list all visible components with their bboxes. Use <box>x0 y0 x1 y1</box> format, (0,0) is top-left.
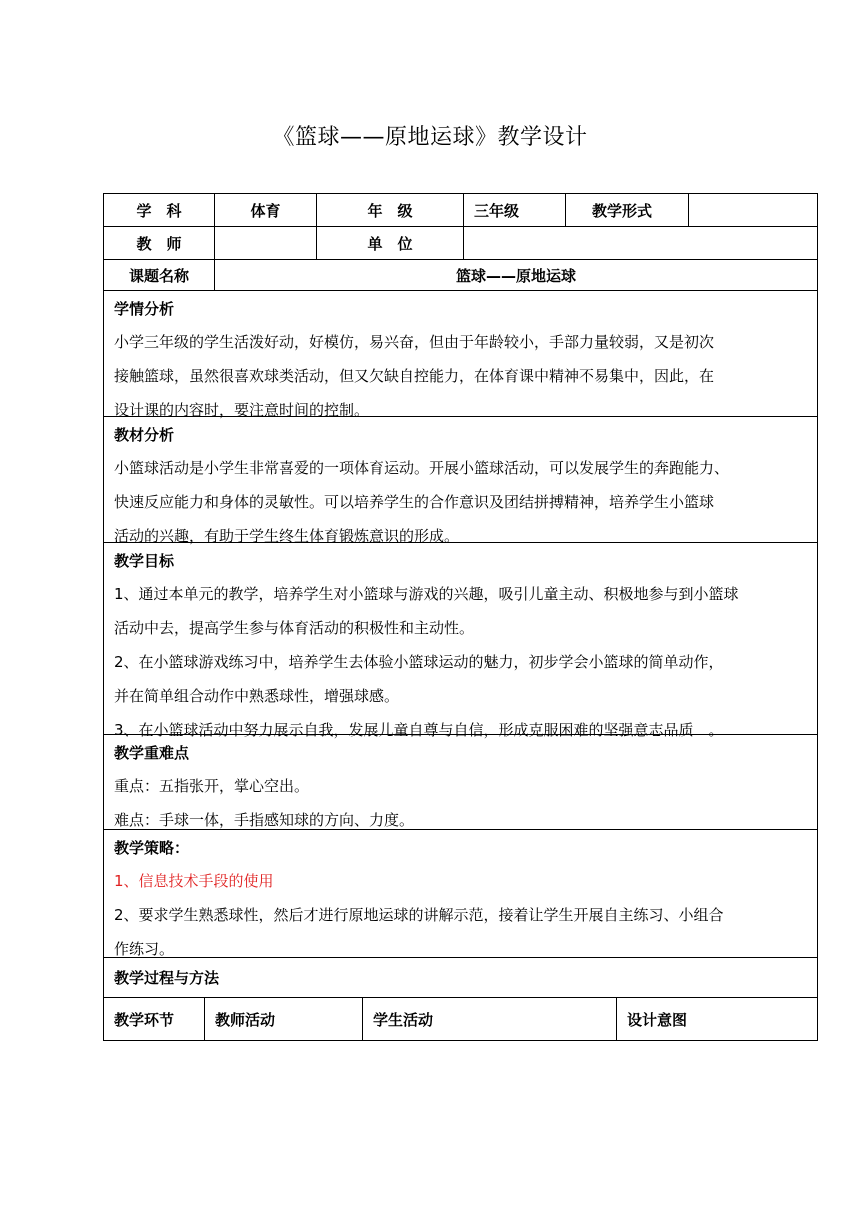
process-heading: 教学过程与方法 <box>114 969 220 987</box>
section-material-analysis <box>104 417 817 543</box>
section-heading: 学情分析 <box>114 300 175 318</box>
column-header-teacher-activity: 教师活动 <box>205 998 363 1040</box>
teaching-form-value <box>689 194 817 226</box>
section-heading: 教学目标 <box>114 552 175 570</box>
lesson-plan-table <box>103 193 818 1041</box>
grade-value: 三年级 <box>464 194 566 226</box>
document-title: 《篮球——原地运球》教学设计 <box>272 125 588 150</box>
subject-label: 学 科 <box>104 194 215 226</box>
teacher-value <box>215 227 317 259</box>
column-header-stage: 教学环节 <box>104 998 205 1040</box>
paragraph-line: 快速反应能力和身体的灵敏性。可以培养学生的合作意识及团结拼搏精神，培养学生小篮球 <box>114 493 715 511</box>
teacher-label: 教 师 <box>104 227 215 259</box>
paragraph-line: 作练习。 <box>114 940 175 958</box>
section-heading: 教学策略： <box>114 839 190 857</box>
info-row-subject <box>104 194 817 227</box>
paragraph-line: 3、在小篮球活动中努力展示自我，发展儿童自尊与自信，形成克服困难的坚强意志品质 。 <box>114 721 724 739</box>
unit-label: 单 位 <box>317 227 464 259</box>
teaching-form-label: 教学形式 <box>566 194 689 226</box>
section-process-heading <box>104 958 817 998</box>
section-student-analysis <box>104 291 817 417</box>
section-teaching-goals <box>104 543 817 739</box>
info-row-teacher <box>104 227 817 260</box>
section-key-points <box>104 735 817 830</box>
paragraph-line: 活动中去，提高学生参与体育活动的积极性和主动性。 <box>114 619 475 637</box>
process-column-header-row <box>104 998 817 1040</box>
column-header-student-activity: 学生活动 <box>363 998 617 1040</box>
paragraph-line: 2、在小篮球游戏练习中，培养学生去体验小篮球运动的魅力，初步学会小篮球的简单动作， <box>114 653 724 671</box>
grade-label: 年 级 <box>317 194 464 226</box>
topic-value: 篮球——原地运球 <box>455 266 576 285</box>
topic-label: 课题名称 <box>104 260 215 290</box>
paragraph-line: 小学三年级的学生活泼好动，好模仿，易兴奋，但由于年龄较小，手部力量较弱，又是初次 <box>114 333 715 351</box>
paragraph-line: 重点：五指张开，掌心空出。 <box>114 777 310 795</box>
paragraph-line: 并在简单组合动作中熟悉球性，增强球感。 <box>114 687 400 705</box>
column-header-design-intent: 设计意图 <box>627 1010 688 1029</box>
paragraph-line: 活动的兴趣，有助于学生终生体育锻炼意识的形成。 <box>114 527 460 545</box>
unit-value <box>464 227 817 259</box>
paragraph-line: 接触篮球，虽然很喜欢球类活动，但又欠缺自控能力，在体育课中精神不易集中，因此，在 <box>114 367 715 385</box>
info-row-topic <box>104 260 817 291</box>
paragraph-line: 难点：手球一体，手指感知球的方向、力度。 <box>114 811 415 829</box>
strategy-line-highlighted: 1、信息技术手段的使用 <box>114 872 274 890</box>
paragraph-line: 2、要求学生熟悉球性，然后才进行原地运球的讲解示范，接着让学生开展自主练习、小组合 <box>114 906 724 924</box>
paragraph-line: 1、通过本单元的教学，培养学生对小篮球与游戏的兴趣，吸引儿童主动、积极地参与到小篮球 <box>114 585 739 603</box>
paragraph-line: 设计课的内容时，要注意时间的控制。 <box>114 401 370 419</box>
section-heading: 教材分析 <box>114 426 175 444</box>
paragraph-line: 小篮球活动是小学生非常喜爱的一项体育运动。开展小篮球活动，可以发展学生的奔跑能力、 <box>114 459 730 477</box>
subject-value: 体育 <box>215 194 317 226</box>
section-strategy <box>104 830 817 958</box>
section-heading: 教学重难点 <box>114 744 190 762</box>
